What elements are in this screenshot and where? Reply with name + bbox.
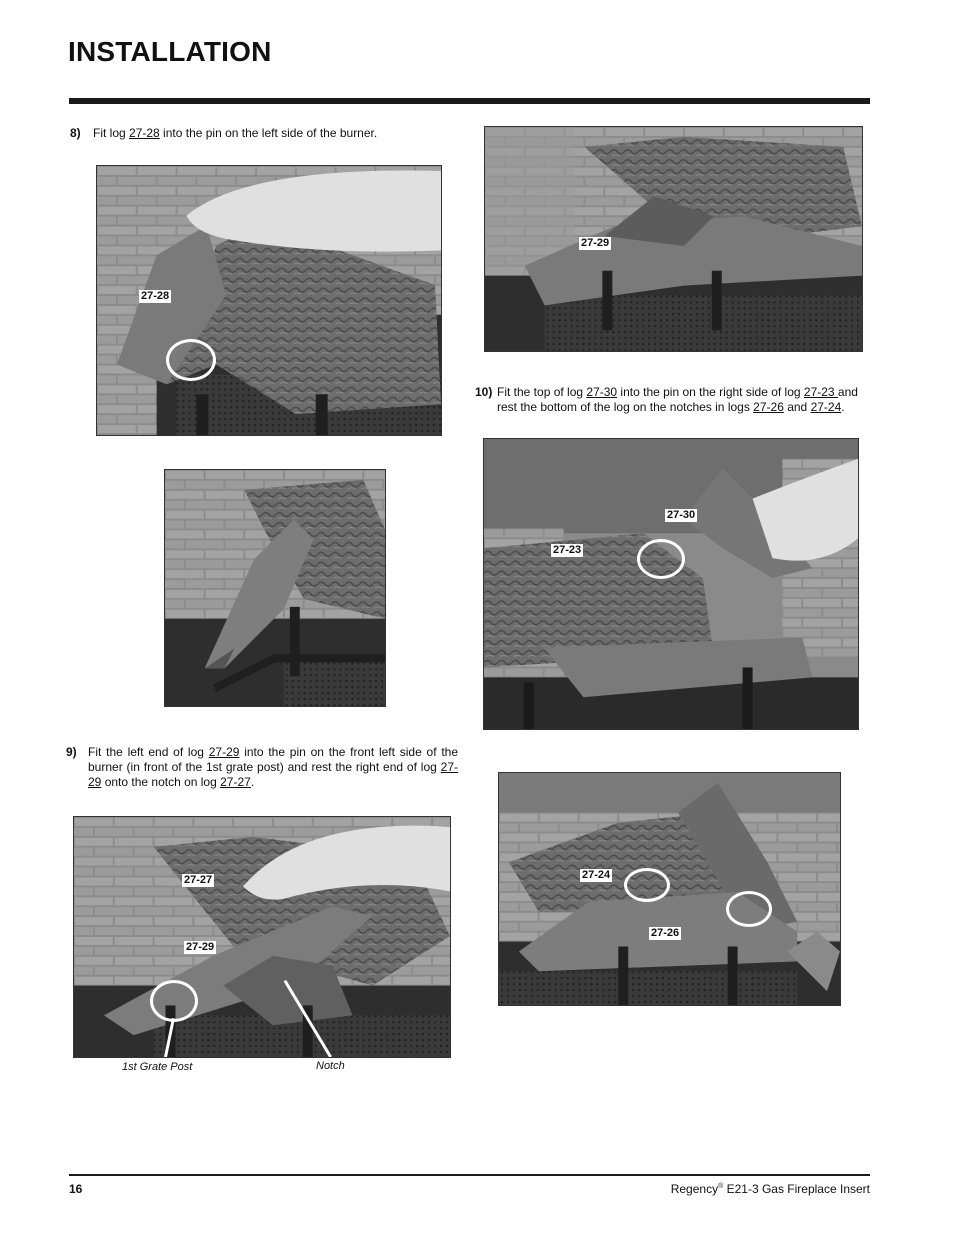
log-label: 27-30 [667,509,696,521]
log-label: 27-29 [581,237,610,249]
part-link: 27-29 [208,745,240,759]
page-title: INSTALLATION [68,36,272,67]
log-label: 27-23 [553,544,582,556]
log-label: 27-28 [141,290,170,302]
notch-highlight-circle [624,868,670,902]
step-text: onto the notch on log [101,775,221,789]
registered-mark: ® [718,1183,724,1190]
step-8 [70,126,460,141]
part-link: 27-26 [753,400,784,414]
footer-rule [69,1174,870,1176]
step-text: . [250,775,255,789]
step-10 [475,385,870,415]
step-9 [66,745,458,790]
photo-logs-27-24-27-26 [498,772,841,1006]
step-text: into the pin on the left side of the burner. [159,126,378,140]
part-link: 27-28 [129,126,160,140]
log-label: 27-29 [186,941,215,953]
header-rule [69,98,870,104]
step-text: Fit the left end of log [88,745,209,759]
step-number: 9) [66,745,77,759]
pin-highlight-circle [637,539,685,579]
notch-highlight-circle [726,891,772,927]
part-link: 27-23 [803,385,838,399]
photo-log-27-30 [483,438,859,730]
page-number: 16 [69,1182,83,1196]
caption-grate-post: 1st Grate Post [122,1061,193,1073]
log-label: 27-24 [582,869,611,881]
log-label: 27-27 [184,874,213,886]
photo-log-27-28-placed [164,469,386,707]
step-text: Fit log [93,126,130,140]
part-link: 27-27 [220,775,251,789]
part-link: 27-24 [810,400,842,414]
step-text: into the pin on the front left side of the burner (in front of the 1st grate post) and rest the right end of log [88,745,458,774]
step-text: Fit the top of log [497,385,587,399]
step-text: and rest the bottom of the log on the notches in logs [497,385,858,414]
step-number: 8) [70,126,81,140]
photo-log-27-29-placed [484,126,863,352]
footer-product [671,1182,870,1196]
part-link: 27-29 [88,760,458,789]
pin-highlight-circle [166,339,216,381]
pin-highlight-circle [150,980,198,1022]
log-label: 27-26 [651,927,680,939]
brand-name: Regency [670,1182,719,1196]
part-link: 27-30 [586,385,618,399]
step-number: 10) [475,385,493,399]
step-text: and [783,400,811,414]
photo-log-27-29 [73,816,451,1058]
step-text: into the pin on the right side of log [617,385,804,399]
photo-log-27-28 [96,165,442,436]
step-text: . [841,400,845,414]
caption-notch: Notch [316,1060,345,1072]
product-name: E21-3 Gas Fireplace Insert [723,1182,870,1196]
